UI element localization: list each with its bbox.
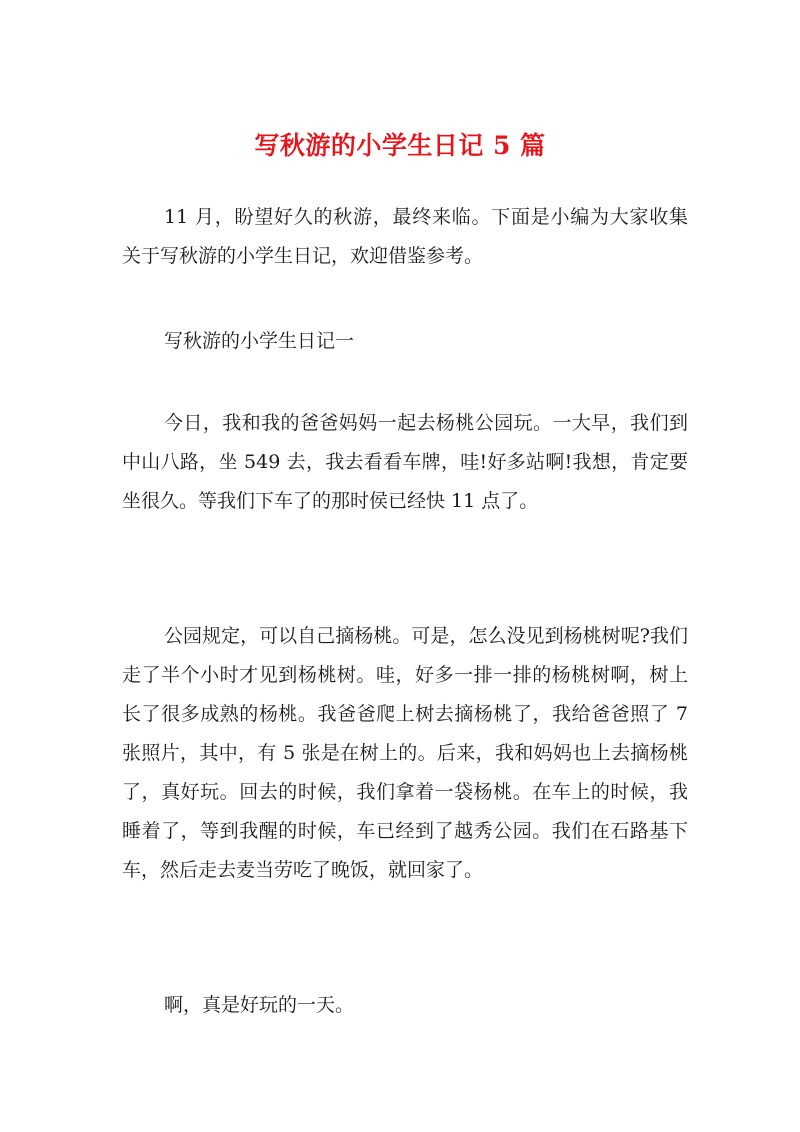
diary-one-heading: 写秋游的小学生日记一 xyxy=(164,330,355,352)
document-title: 写秋游的小学生日记 5 篇 xyxy=(254,131,546,160)
intro-paragraph: 11 月，盼望好久的秋游，最终来临。下面是小编为大家收集关于写秋游的小学生日记，欢迎借鉴参考。 xyxy=(122,206,688,267)
diary-paragraph-2: 公园规定，可以自己摘杨桃。可是，怎么没见到杨桃树呢?我们走了半个小时才见到杨桃树。哇，好多一排一排的杨桃树啊，树上长了很多成熟的杨桃。我爸爸爬上树去摘杨桃了，我给爸爸照了 7 张照片，其中，有 5 张是在树上的。后来，我和妈妈也上去摘杨桃了，真好玩。回去的时候，我们拿着一袋杨桃。在车上的时候，我睡着了，等到我醒的时候，车已经到了越秀公园。我们在石路基下车，然后走去麦当劳吃了晚饭，就回家了。 xyxy=(122,625,688,881)
diary-paragraph-1: 今日，我和我的爸爸妈妈一起去杨桃公园玩。一大早，我们到中山八路，坐 549 去，我去看看车牌，哇!好多站啊!我想，肯定要坐很久。等我们下车了的那时侯已经快 11 点了。 xyxy=(122,412,688,512)
diary-paragraph-3: 啊，真是好玩的一天。 xyxy=(164,994,355,1016)
